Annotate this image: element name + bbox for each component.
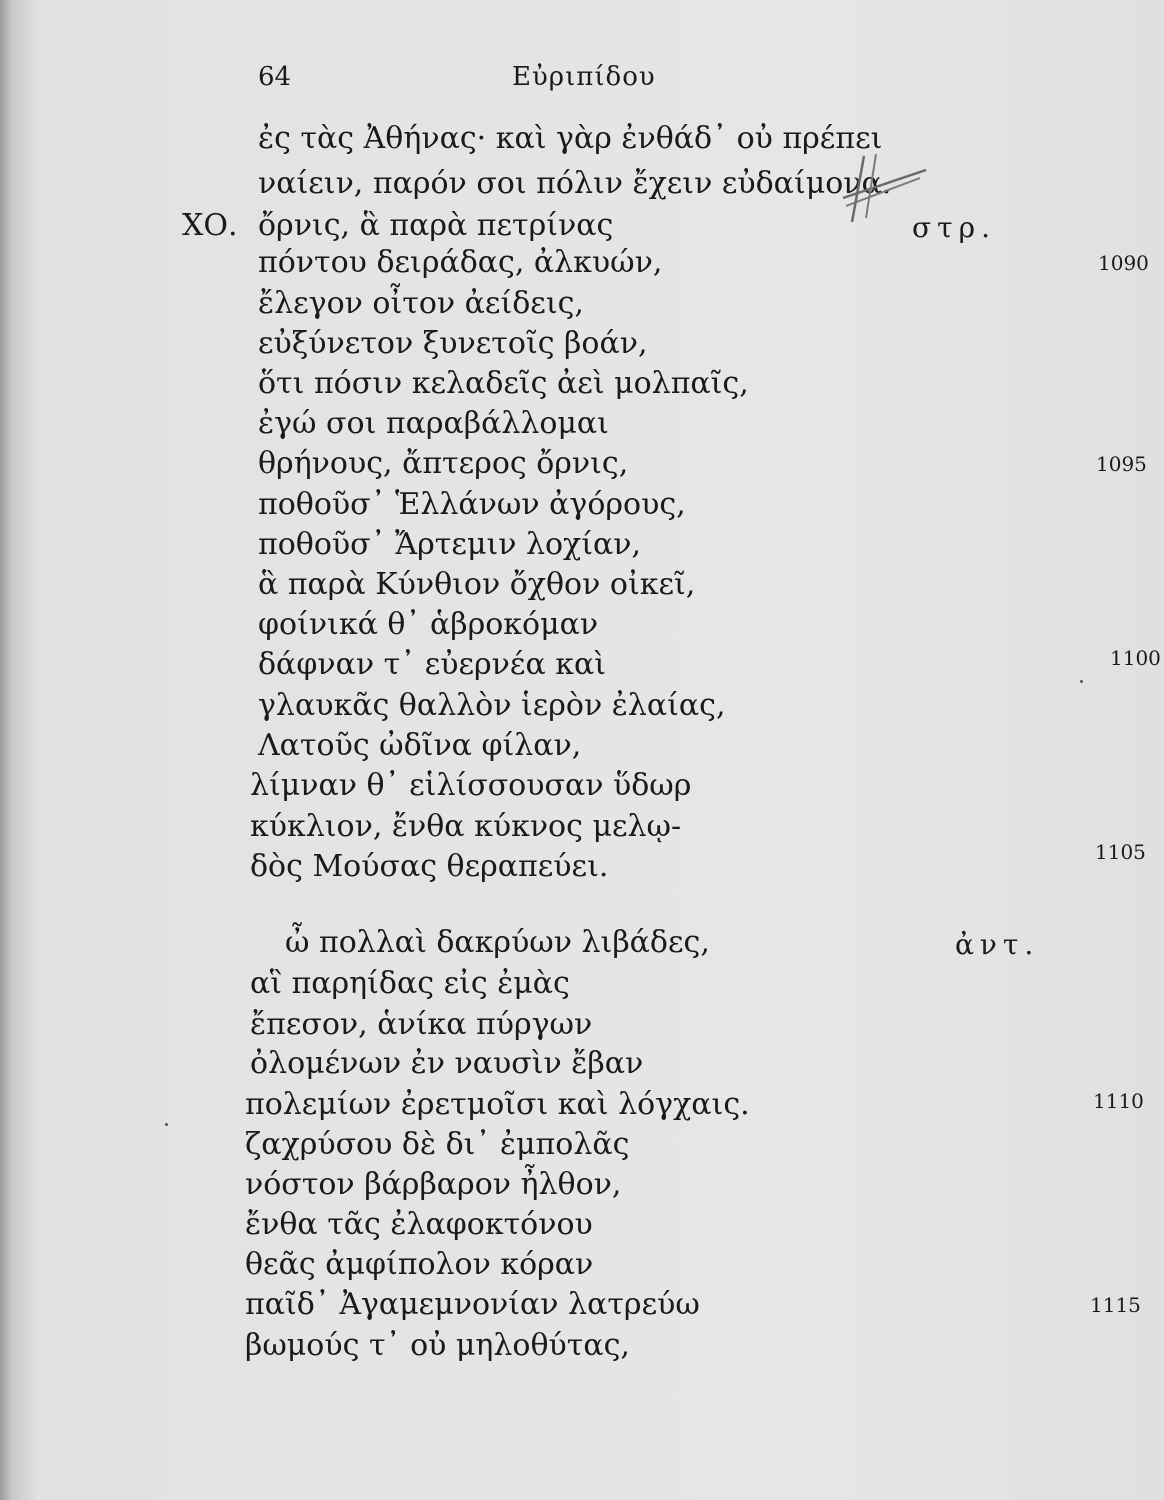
verse-line: ὦ πολλαὶ δακρύων λιβάδες,: [285, 925, 710, 960]
speck: [1080, 680, 1083, 683]
verse-line: ἃ παρὰ Κύνθιον ὄχθον οἰκεῖ,: [258, 567, 696, 602]
page-number: 64: [258, 62, 292, 92]
verse-line: αἳ παρηίδας εἰς ἐμὰς: [250, 966, 570, 1001]
line-number: 1115: [1090, 1293, 1141, 1317]
verse-line: κύκλιον, ἔνθα κύκνος μελῳ-: [250, 809, 682, 844]
verse-line: ἔλεγον οἶτον ἀείδεις,: [258, 286, 584, 321]
verse-line: ἐς τὰς Ἀθήνας· καὶ γὰρ ἐνθάδ᾽ οὐ πρέπει: [258, 121, 883, 156]
verse-line: ποθοῦσ᾽ Ἑλλάνων ἀγόρους,: [258, 487, 686, 522]
verse-line: λίμναν θ᾽ εἱλίσσουσαν ὕδωρ: [250, 768, 692, 803]
speck: [165, 1123, 168, 1126]
line-number: 1095: [1096, 452, 1147, 476]
page-header: [0, 62, 1164, 102]
line-number: 1100: [1110, 646, 1161, 670]
verse-line: θρήνους, ἄπτερος ὄρνις,: [258, 446, 629, 481]
running-title: Εὐριπίδου: [512, 62, 656, 92]
verse-line: Λατοῦς ὠδῖνα φίλαν,: [258, 728, 582, 763]
verse-line: ποθοῦσ᾽ Ἄρτεμιν λοχίαν,: [258, 527, 642, 562]
line-number: 1090: [1098, 251, 1149, 275]
verse-line: ναίειν, παρόν σοι πόλιν ἔχειν εὐδαίμονα.: [258, 166, 892, 201]
verse-line: ὅτι πόσιν κελαδεῖς ἀεὶ μολπαῖς,: [258, 366, 749, 401]
strophe-marker: στρ.: [912, 211, 996, 244]
verse-line: ἐγώ σοι παραβάλλομαι: [258, 406, 609, 441]
verse-line: δάφναν τ᾽ εὐερνέα καὶ: [258, 647, 607, 682]
verse-line: γλαυκᾶς θαλλὸν ἱερὸν ἐλαίας,: [258, 688, 726, 723]
verse-line: εὐξύνετον ξυνετοῖς βοάν,: [258, 326, 648, 361]
verse-line: πολεμίων ἐρετμοῖσι καὶ λόγχαις.: [245, 1087, 750, 1122]
verse-line: φοίνικά θ᾽ ἁβροκόμαν: [258, 607, 599, 642]
verse-line: νόστον βάρβαρον ἦλθον,: [245, 1167, 622, 1202]
verse-line: θεᾶς ἀμφίπολον κόραν: [245, 1247, 594, 1282]
verse-line: δὸς Μούσας θεραπεύει.: [250, 849, 609, 884]
line-number: 1110: [1093, 1089, 1144, 1113]
verse-line: ἔνθα τᾶς ἐλαφοκτόνου: [245, 1207, 593, 1242]
pencil-mark-icon: [838, 148, 928, 228]
verse-line: πόντου δειράδας, ἀλκυών,: [258, 245, 663, 280]
antistrophe-marker: ἀντ.: [955, 928, 1040, 961]
line-number: 1105: [1095, 840, 1146, 864]
speaker-label: ΧΟ.: [182, 208, 238, 243]
verse-line: ἔπεσον, ἁνίκα πύργων: [250, 1007, 593, 1042]
verse-line: ζαχρύσου δὲ δι᾽ ἐμπολᾶς: [245, 1127, 630, 1162]
verse-line: βωμούς τ᾽ οὐ μηλοθύτας,: [245, 1328, 630, 1363]
verse-line: ὀλομένων ἐν ναυσὶν ἔβαν: [250, 1046, 644, 1081]
verse-line: ὄρνις, ἃ παρὰ πετρίνας: [258, 208, 614, 243]
verse-line: παῖδ᾽ Ἀγαμεμνονίαν λατρεύω: [245, 1287, 700, 1322]
